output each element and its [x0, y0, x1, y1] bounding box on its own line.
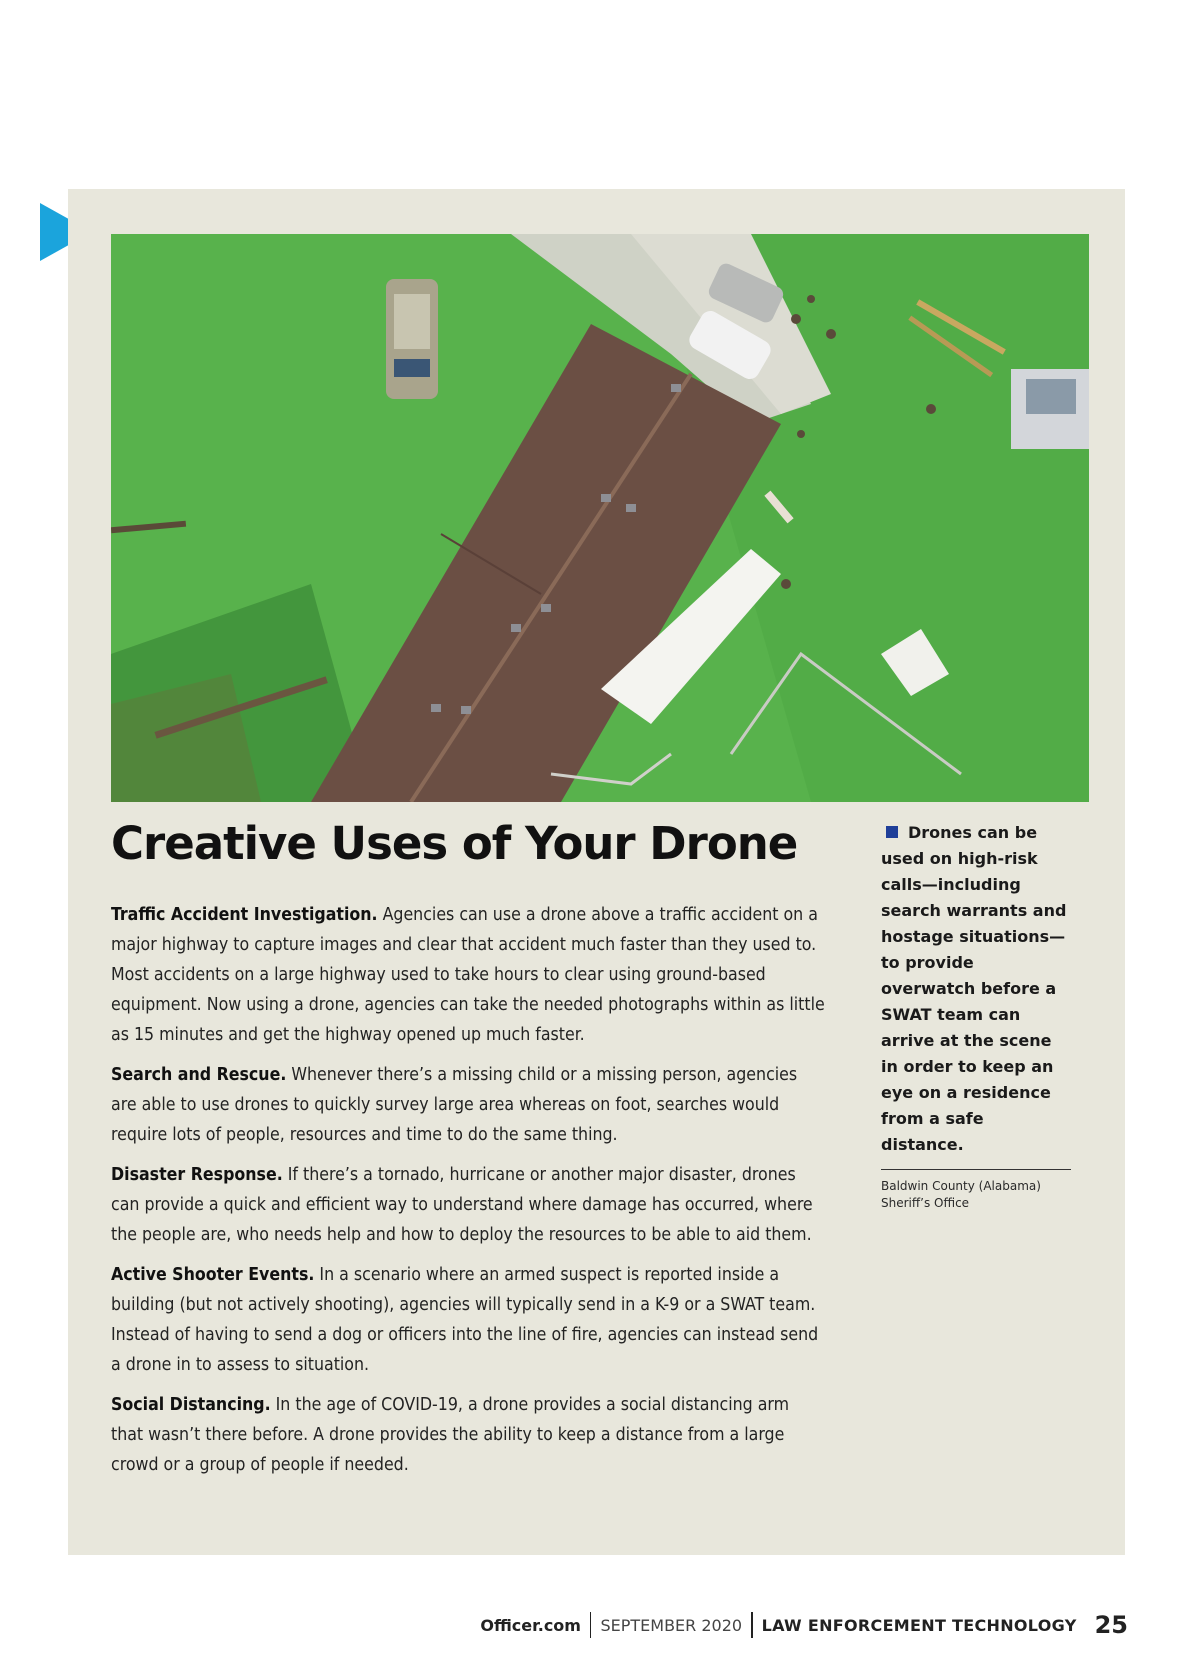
footer-separator — [590, 1612, 592, 1638]
aerial-photo-illustration — [111, 234, 1089, 802]
paragraph-text: Agencies can use a drone above a traffic accident on a major highway to capture images and clear that accident much faster than they used to. Most accidents on a large highway used to take hours to clear using ground-based equipment. Now using a drone, agencies can take the needed photographs within as little as 15 minutes and get the highway opened up much faster. — [111, 904, 825, 1045]
paragraph-social-distancing — [111, 1390, 826, 1480]
footer-separator — [751, 1612, 753, 1638]
footer-publication: LAW ENFORCEMENT TECHNOLOGY — [761, 1615, 1077, 1635]
paragraph-lead: Active Shooter Events. — [111, 1264, 315, 1285]
footer-site: Officer.com — [480, 1615, 581, 1635]
paragraph-traffic-accident — [111, 900, 826, 1050]
paragraph-text: Whenever there’s a missing child or a missing person, agencies are able to use drones to quickly survey large area whereas on foot, searches would require lots of people, resources and time to do the same thing. — [111, 1064, 798, 1145]
photo-credit: Baldwin County (Alabama) Sheriff’s Office — [881, 1179, 1041, 1210]
paragraph-lead: Disaster Response. — [111, 1164, 283, 1185]
photo-caption — [881, 820, 1071, 1158]
paragraph-active-shooter — [111, 1260, 826, 1380]
footer-date: SEPTEMBER 2020 — [600, 1615, 743, 1635]
photo-caption-sidebar — [881, 820, 1071, 1212]
caption-divider — [881, 1169, 1071, 1170]
paragraph-search-rescue — [111, 1060, 826, 1150]
page-footer — [480, 1610, 1128, 1640]
paragraph-lead: Traffic Accident Investigation. — [111, 904, 378, 925]
paragraph-text: In a scenario where an armed suspect is reported inside a building (but not actively shooting), agencies will typically send in a K-9 or a SWAT team. Instead of having to send a dog or officers into the line of fire, agencies can instead send a drone in to assess to situation. — [111, 1264, 819, 1375]
paragraph-text: If there’s a tornado, hurricane or another major disaster, drones can provide a quick and efficient way to understand where damage has occurred, where the people are, who needs help and how to deploy the resources to be able to aid them. — [111, 1164, 813, 1245]
caption-bullet-square-icon — [886, 826, 898, 838]
paragraph-disaster-response — [111, 1160, 826, 1250]
aerial-drone-photo — [111, 234, 1089, 802]
paragraph-lead: Search and Rescue. — [111, 1064, 287, 1085]
page-number: 25 — [1094, 1611, 1128, 1639]
paragraph-lead: Social Distancing. — [111, 1394, 271, 1415]
paragraph-text: In the age of COVID-19, a drone provides a social distancing arm that wasn’t there before. A drone provides the ability to keep a distance from a large crowd or a group of people if needed. — [111, 1394, 790, 1475]
article-body — [111, 818, 826, 1490]
photo-caption-text: Drones can be used on high-risk calls—including search warrants and hostage situations—to provide overwatch before a SWAT team can arrive at the scene in order to keep an eye on a residence from a safe distance. — [881, 823, 1067, 1154]
article-title: Creative Uses of Your Drone — [111, 817, 798, 870]
